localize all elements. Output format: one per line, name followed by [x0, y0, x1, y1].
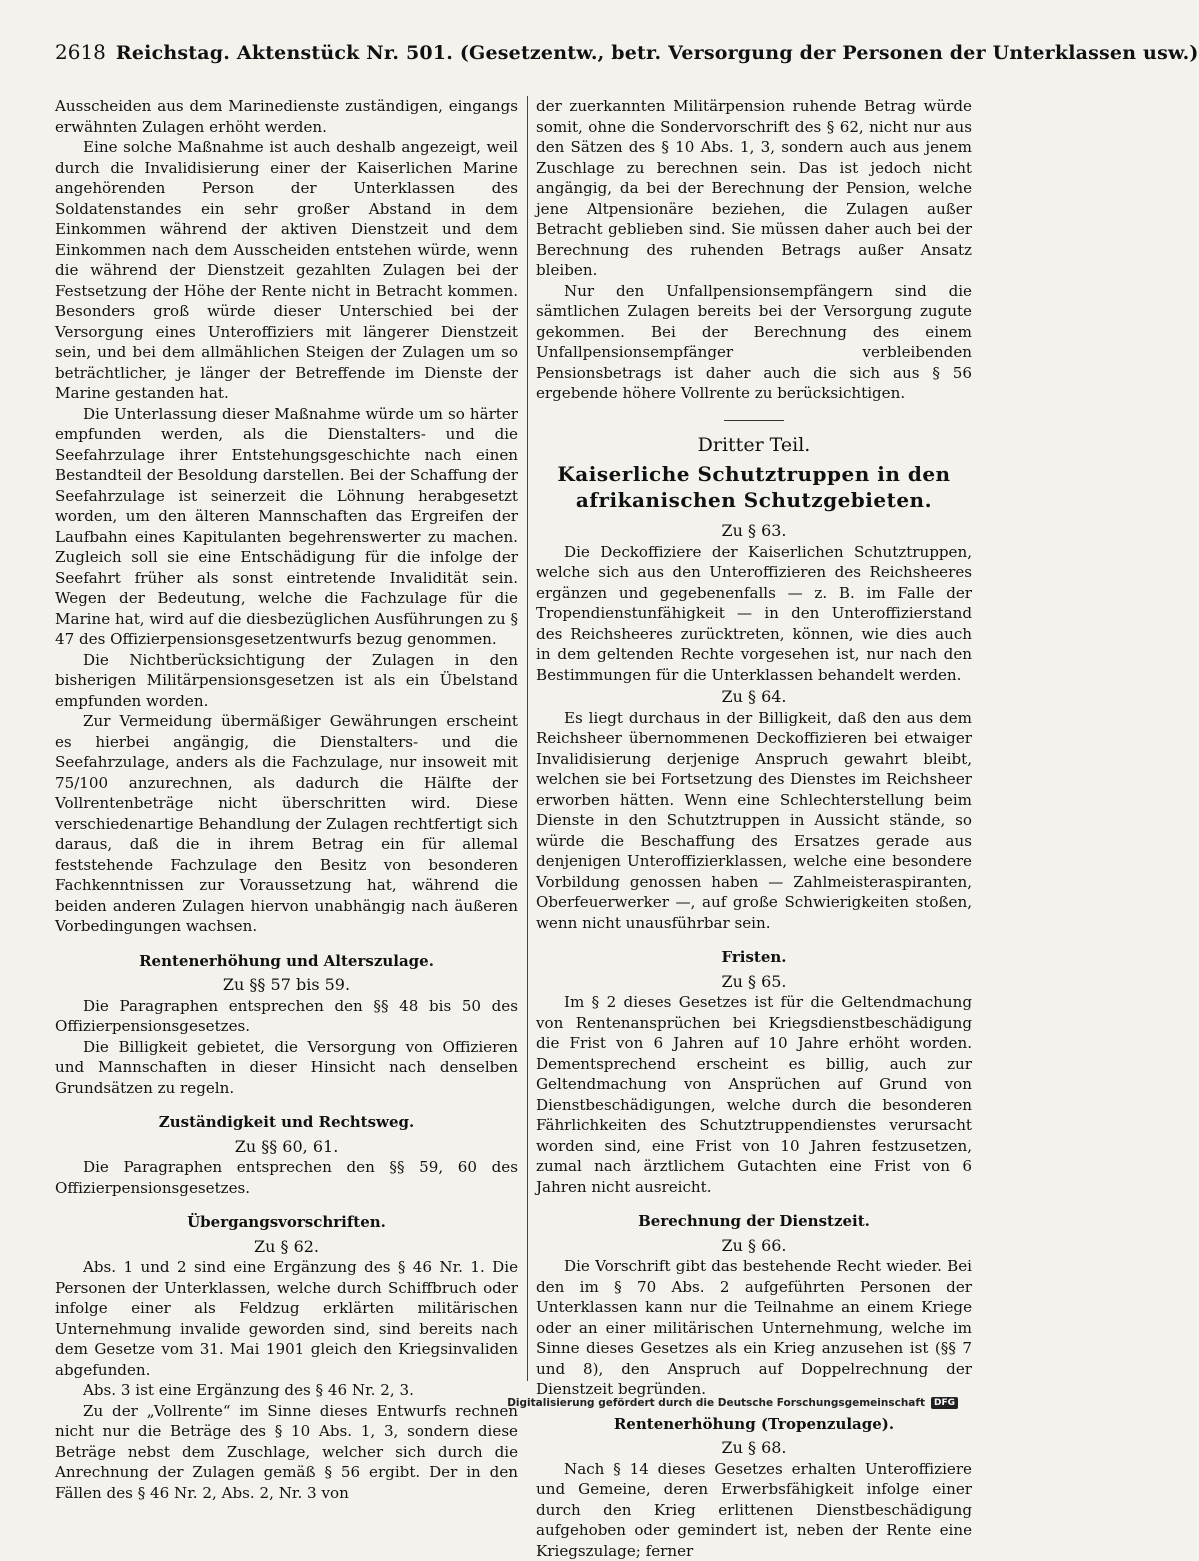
- dfg-logo-icon: DFG: [931, 1397, 958, 1409]
- footer-text: Digitalisierung gefördert durch die Deutsche Forschungsgemeinschaft: [507, 1397, 925, 1409]
- section-reference: Zu §§ 60, 61.: [55, 1137, 518, 1158]
- section-heading: Rentenerhöhung und Alterszulage.: [55, 951, 518, 972]
- part-heading: Dritter Teil.: [536, 435, 972, 456]
- section-reference: Zu §§ 57 bis 59.: [55, 975, 518, 996]
- paragraph: Die Deckoffiziere der Kaiserlichen Schutztruppen, welche sich aus den Unteroffizieren des Reichsheeres ergänzen und gegebenenfalls — z. B. im Falle der Tropendienstunfähigkeit — in den Unteroffizierstand des Reichsheeres zurücktreten, können, wie dies auch in dem geltenden Rechte vorgesehen ist, nur nach den Bestimmungen für die Unterklassen behandelt werden.: [536, 542, 972, 686]
- section-reference: Zu § 66.: [536, 1236, 972, 1257]
- paragraph: Nur den Unfallpensionsempfängern sind die sämtlichen Zulagen bereits bei der Versorgung zugute gekommen. Bei der Berechnung des einem Unfallpensionsempfänger verbleibenden Pensionsbetrags ist daher auch die sich aus § 56 ergebende höhere Vollrente zu berücksichtigen.: [536, 281, 972, 404]
- section-heading: Übergangsvorschriften.: [55, 1212, 518, 1233]
- column-divider: [527, 96, 528, 1381]
- right-column: [536, 96, 972, 1381]
- paragraph: Die Unterlassung dieser Maßnahme würde um so härter empfunden werden, als die Dienstalters- und die Seefahrzulage ihrer Entstehungsgeschichte nach einen Bestandteil der Besoldung darstellen. Bei der Schaffung der Seefahrzulage ist seinerzeit die Löhnung herabgesetzt worden, um den älteren Mannschaften das Ergreifen der Laufbahn eines Kapitulanten begehrenswerter zu machen. Zugleich soll sie eine Entschädigung für die infolge der Seefahrt früher als sonst eintretende Invalidität sein. Wegen der Bedeutung, welche die Fachzulage für die Marine hat, wird auf die diesbezüglichen Ausführungen zu § 47 des Offizierpensionsgesetzentwurfs bezug genommen.: [55, 404, 518, 650]
- section-reference: Zu § 65.: [536, 972, 972, 993]
- paragraph: Nach § 14 dieses Gesetzes erhalten Unteroffiziere und Gemeine, deren Erwerbsfähigkeit infolge einer durch den Krieg erlittenen Dienstbeschädigung aufgehoben oder gemindert ist, neben der Rente eine Kriegszulage; ferner: [536, 1459, 972, 1561]
- section-heading: Zuständigkeit und Rechtsweg.: [55, 1112, 518, 1133]
- paragraph: Die Vorschrift gibt das bestehende Recht wieder. Bei den im § 70 Abs. 2 aufgeführten Personen der Unterklassen kann nur die Teilnahme an einem Kriege oder an einer militärischen Unternehmung, welche im Sinne dieses Gesetzes als ein Krieg anzusehen ist (§§ 7 und 8), den Anspruch auf Doppelrechnung der Dienstzeit begründen.: [536, 1256, 972, 1400]
- paragraph: Zu der „Vollrente“ im Sinne dieses Entwurfs rechnen nicht nur die Beträge des § 10 Abs. 1, 3, sondern diese Beträge nebst dem Zuschlage, welcher sich durch die Anrechnung der Zulagen gemäß § 56 ergibt. Der in den Fällen des § 46 Nr. 2, Abs. 2, Nr. 3 von: [55, 1401, 518, 1504]
- paragraph: Im § 2 dieses Gesetzes ist für die Geltendmachung von Rentenansprüchen bei Kriegsdienstbeschädigung die Frist von 6 Jahren auf 10 Jahre erhöht worden. Dementsprechend erscheint es billig, auch zur Geltendmachung von Ansprüchen auf Grund von Dienstbeschädigungen, welche durch die besonderen Fährlichkeiten des Schutztruppendienstes verursacht worden sind, eine Frist von 10 Jahren festzusetzen, zumal nach ärztlichem Gutachten eine Frist von 6 Jahren nicht ausreicht.: [536, 992, 972, 1197]
- section-heading: Rentenerhöhung (Tropenzulage).: [536, 1414, 972, 1435]
- section-separator: [724, 420, 784, 421]
- paragraph: Es liegt durchaus in der Billigkeit, daß den aus dem Reichsheer übernommenen Deckoffizieren bei etwaiger Invalidisierung derjenige Anspruch gewahrt bleibt, welchen sie bei Fortsetzung des Dienstes im Reichsheer erworben hätten. Wenn eine Schlechterstellung beim Dienste in den Schutztruppen in Aussicht stände, so würde die Beschaffung des Ersatzes gerade aus denjenigen Unteroffizierklassen, welche eine besondere Vorbildung genossen haben — Zahlmeisteraspiranten, Oberfeuerwerker —, auf große Schwierigkeiten stoßen, wenn nicht unausführbar sein.: [536, 708, 972, 934]
- section-reference: Zu § 63.: [536, 521, 972, 542]
- digitization-footer: [507, 1397, 958, 1409]
- paragraph: Eine solche Maßnahme ist auch deshalb angezeigt, weil durch die Invalidisierung einer der Kaiserlichen Marine angehörenden Person der Unterklassen des Soldatenstandes ein sehr großer Abstand in dem Einkommen während der aktiven Dienstzeit und dem Einkommen nach dem Ausscheiden entstehen würde, wenn die während der Dienstzeit gezahlten Zulagen bei der Festsetzung der Höhe der Rente nicht in Betracht kommen. Besonders groß würde dieser Unterschied bei der Versorgung eines Unteroffiziers mit längerer Dienstzeit sein, und bei dem allmählichen Steigen der Zulagen um so beträchtlicher, je länger der Betreffende im Dienste der Marine gestanden hat.: [55, 137, 518, 404]
- paragraph: Abs. 1 und 2 sind eine Ergänzung des § 46 Nr. 1. Die Personen der Unterklassen, welche durch Schiffbruch oder infolge einer als Feldzug erklärten militärischen Unternehmung invalide geworden sind, sind bereits nach dem Gesetze vom 31. Mai 1901 gleich den Kriegsinvaliden abgefunden.: [55, 1257, 518, 1380]
- section-reference: Zu § 64.: [536, 687, 972, 708]
- page-number: 2618: [55, 40, 106, 64]
- section-heading: Fristen.: [536, 947, 972, 968]
- paragraph: Die Billigkeit gebietet, die Versorgung von Offizieren und Mannschaften in dieser Hinsicht nach denselben Grundsätzen zu regeln.: [55, 1037, 518, 1099]
- paragraph: Die Paragraphen entsprechen den §§ 48 bis 50 des Offizierpensionsgesetzes.: [55, 996, 518, 1037]
- paragraph: Die Nichtberücksichtigung der Zulagen in den bisherigen Militärpensionsgesetzen ist als ein Übelstand empfunden worden.: [55, 650, 518, 712]
- paragraph: Die Paragraphen entsprechen den §§ 59, 60 des Offizierpensionsgesetzes.: [55, 1157, 518, 1198]
- paragraph: Abs. 3 ist eine Ergänzung des § 46 Nr. 2, 3.: [55, 1380, 518, 1401]
- paragraph: Zur Vermeidung übermäßiger Gewährungen erscheint es hierbei angängig, die Dienstalters- und die Seefahrzulage, anders als die Fachzulage, nur insoweit mit 75/100 anzurechnen, als dadurch die Hälfte der Vollrentenbeträge nicht überschritten wird. Diese verschiedenartige Behandlung der Zulagen rechtfertigt sich daraus, daß die in ihrem Betrag ein für allemal feststehende Fachzulage den Besitz von besonderen Fachkenntnissen zur Voraussetzung hat, während die beiden anderen Zulagen hiervon unabhängig nach äußeren Vorbedingungen wachsen.: [55, 711, 518, 937]
- section-reference: Zu § 68.: [536, 1438, 972, 1459]
- left-column: [55, 96, 518, 1381]
- paragraph: der zuerkannten Militärpension ruhende Betrag würde somit, ohne die Sondervorschrift des § 62, nicht nur aus den Sätzen des § 10 Abs. 1, 3, sondern auch aus jenem Zuschlage zu berechnen sein. Das ist jedoch nicht angängig, da bei der Berechnung der Pension, welche jene Altpensionäre beziehen, die Zulagen außer Betracht geblieben sind. Sie müssen daher auch bei der Berechnung des ruhenden Betrags außer Ansatz bleiben.: [536, 96, 972, 281]
- running-title: Reichstag. Aktenstück Nr. 501. (Gesetzentw., betr. Versorgung der Personen der Unterklassen usw.): [116, 42, 1199, 64]
- paragraph: Ausscheiden aus dem Marinedienste zuständigen, eingangs erwähnten Zulagen erhöht werden.: [55, 96, 518, 137]
- part-title: Kaiserliche Schutztruppen in den afrikanischen Schutzgebieten.: [536, 461, 972, 513]
- section-heading: Berechnung der Dienstzeit.: [536, 1211, 972, 1232]
- page-header: [55, 40, 972, 74]
- section-reference: Zu § 62.: [55, 1237, 518, 1258]
